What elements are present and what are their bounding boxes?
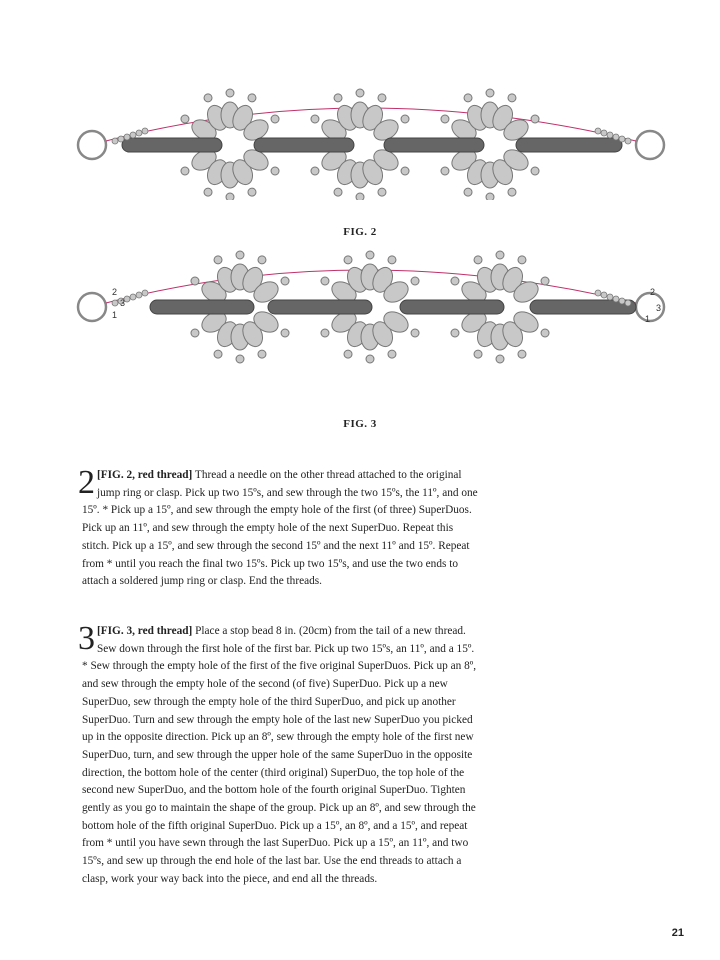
bar-bead xyxy=(268,300,372,314)
thread-label-right-top: 2 xyxy=(650,287,656,297)
bar-bead xyxy=(150,300,254,314)
seed-bead xyxy=(366,355,374,363)
figure-2-caption: FIG. 2 xyxy=(343,226,377,238)
seed-bead xyxy=(613,296,619,302)
fig3-beads xyxy=(78,251,664,363)
seed-bead xyxy=(271,115,279,123)
seed-bead xyxy=(248,188,256,196)
seed-bead xyxy=(601,130,607,136)
seed-bead xyxy=(124,134,130,140)
seed-bead xyxy=(344,256,352,264)
seed-bead xyxy=(451,329,459,337)
seed-bead xyxy=(496,355,504,363)
seed-bead xyxy=(130,294,136,300)
bar-bead xyxy=(254,138,354,152)
page-number: 21 xyxy=(671,927,684,939)
bar-bead xyxy=(400,300,504,314)
seed-bead xyxy=(142,290,148,296)
seed-bead xyxy=(508,94,516,102)
seed-bead xyxy=(130,132,136,138)
step-number: 3 xyxy=(78,620,95,657)
seed-bead xyxy=(401,167,409,175)
seed-bead xyxy=(486,193,494,200)
seed-bead xyxy=(311,115,319,123)
seed-bead xyxy=(181,115,189,123)
seed-bead xyxy=(356,193,364,200)
step-2-paragraph xyxy=(78,464,482,591)
seed-bead xyxy=(204,188,212,196)
seed-bead xyxy=(607,132,613,138)
seed-bead xyxy=(271,167,279,175)
seed-bead xyxy=(441,167,449,175)
seed-bead xyxy=(258,350,266,358)
seed-bead xyxy=(142,128,148,134)
seed-bead xyxy=(625,300,631,306)
seed-bead xyxy=(366,251,374,259)
step-lead: [FIG. 2, red thread] xyxy=(97,469,193,481)
seed-bead xyxy=(226,193,234,200)
seed-bead xyxy=(226,89,234,97)
seed-bead xyxy=(474,256,482,264)
seed-bead xyxy=(619,298,625,304)
seed-bead xyxy=(531,167,539,175)
jump-ring-right xyxy=(636,131,664,159)
seed-bead xyxy=(601,292,607,298)
seed-bead xyxy=(486,89,494,97)
step-number: 2 xyxy=(78,464,95,501)
seed-bead xyxy=(401,115,409,123)
seed-bead xyxy=(411,277,419,285)
bar-bead xyxy=(516,138,622,152)
seed-bead xyxy=(619,136,625,142)
seed-bead xyxy=(356,89,364,97)
seed-bead xyxy=(258,256,266,264)
seed-bead xyxy=(607,294,613,300)
seed-bead xyxy=(136,292,142,298)
seed-bead xyxy=(236,251,244,259)
seed-bead xyxy=(204,94,212,102)
seed-bead xyxy=(118,136,124,142)
seed-bead xyxy=(181,167,189,175)
step-text: Place a stop bead 8 in. (20cm) from the tail of a new thread. Sew down through the first hole of the first bar. Pick up two 15ºs, an 11º, and a 15º. * Sew through the empty hole of the first of the five original SuperDuos. Pick up an 8º, and sew through the empty hole of the second (of five) SuperDuo. Pick up a new SuperDuo, sew through the empty hole of the third SuperDuo, and pick up another SuperDuo. Turn and sew through the empty hole of the last new SuperDuo you picked up in the opposite direction. Pick up an 8º, sew through the empty hole of the first new SuperDuo, turn, and sew through the upper hole of the same SuperDuo in the opposite direction, the bottom hole of the center (third original) SuperDuo, the top hole of the second new SuperDuo, and the bottom hole of the fourth original SuperDuo. Tighten gently as you go to maintain the shape of the group. Pick up an 8º, and sew through the bottom hole of the fifth original SuperDuo. Pick up a 15º, an 8º, and a 15º, and repeat from * until you have sewn through the last SuperDuo. Pick up a 15º, an 11º, and two 15ºs, and sew up through the end hole of the last bar. Use the end threads to attach a clasp, work your way back into the piece, and end all the threads. xyxy=(82,625,477,885)
seed-bead xyxy=(595,128,601,134)
thread-label-left-mid: 3 xyxy=(120,298,126,308)
step-lead: [FIG. 3, red thread] xyxy=(97,625,193,637)
seed-bead xyxy=(541,277,549,285)
seed-bead xyxy=(136,130,142,136)
seed-bead xyxy=(411,329,419,337)
step-3-paragraph xyxy=(78,620,482,889)
figure-3-diagram xyxy=(0,250,720,410)
seed-bead xyxy=(344,350,352,358)
seed-bead xyxy=(334,188,342,196)
seed-bead xyxy=(281,277,289,285)
seed-bead xyxy=(378,94,386,102)
seed-bead xyxy=(451,277,459,285)
seed-bead xyxy=(613,134,619,140)
thread-label-right-mid: 3 xyxy=(656,303,662,313)
seed-bead xyxy=(191,329,199,337)
seed-bead xyxy=(595,290,601,296)
figure-3-caption: FIG. 3 xyxy=(343,418,377,430)
seed-bead xyxy=(464,94,472,102)
thread-label-right-bottom: 1 xyxy=(645,314,651,324)
seed-bead xyxy=(441,115,449,123)
seed-bead xyxy=(214,350,222,358)
seed-bead xyxy=(518,256,526,264)
fig2-beads xyxy=(78,89,664,200)
seed-bead xyxy=(388,256,396,264)
bar-bead xyxy=(122,138,222,152)
seed-bead xyxy=(281,329,289,337)
seed-bead xyxy=(191,277,199,285)
seed-bead xyxy=(508,188,516,196)
seed-bead xyxy=(214,256,222,264)
jump-ring-left xyxy=(78,131,106,159)
seed-bead xyxy=(496,251,504,259)
seed-bead xyxy=(248,94,256,102)
seed-bead xyxy=(321,329,329,337)
thread-label-left-bottom: 1 xyxy=(112,310,118,320)
seed-bead xyxy=(464,188,472,196)
seed-bead xyxy=(378,188,386,196)
seed-bead xyxy=(474,350,482,358)
figure-2-diagram xyxy=(0,80,720,200)
seed-bead xyxy=(321,277,329,285)
seed-bead xyxy=(112,138,118,144)
seed-bead xyxy=(311,167,319,175)
seed-bead xyxy=(518,350,526,358)
bar-bead xyxy=(384,138,484,152)
jump-ring-left xyxy=(78,293,106,321)
thread-label-left-top: 2 xyxy=(112,287,118,297)
seed-bead xyxy=(531,115,539,123)
seed-bead xyxy=(625,138,631,144)
seed-bead xyxy=(541,329,549,337)
seed-bead xyxy=(334,94,342,102)
seed-bead xyxy=(236,355,244,363)
seed-bead xyxy=(112,300,118,306)
step-text: Thread a needle on the other thread attached to the original jump ring or clasp. Pick up two 15ºs, and sew through the two 15ºs, the 11º, and one 15º. * Pick up a 15º, and sew through the empty hole of the first (of three) SuperDuos. Pick up an 11º, and sew through the empty hole of the next SuperDuo. Repeat this stitch. Pick up a 15º, and sew through the second 15º and the next 11º and 15º. Repeat from * until you reach the final two 15ºs. Pick up two 15ºs, and use the two ends to attach a soldered jump ring or clasp. End the threads. xyxy=(82,469,478,588)
seed-bead xyxy=(388,350,396,358)
